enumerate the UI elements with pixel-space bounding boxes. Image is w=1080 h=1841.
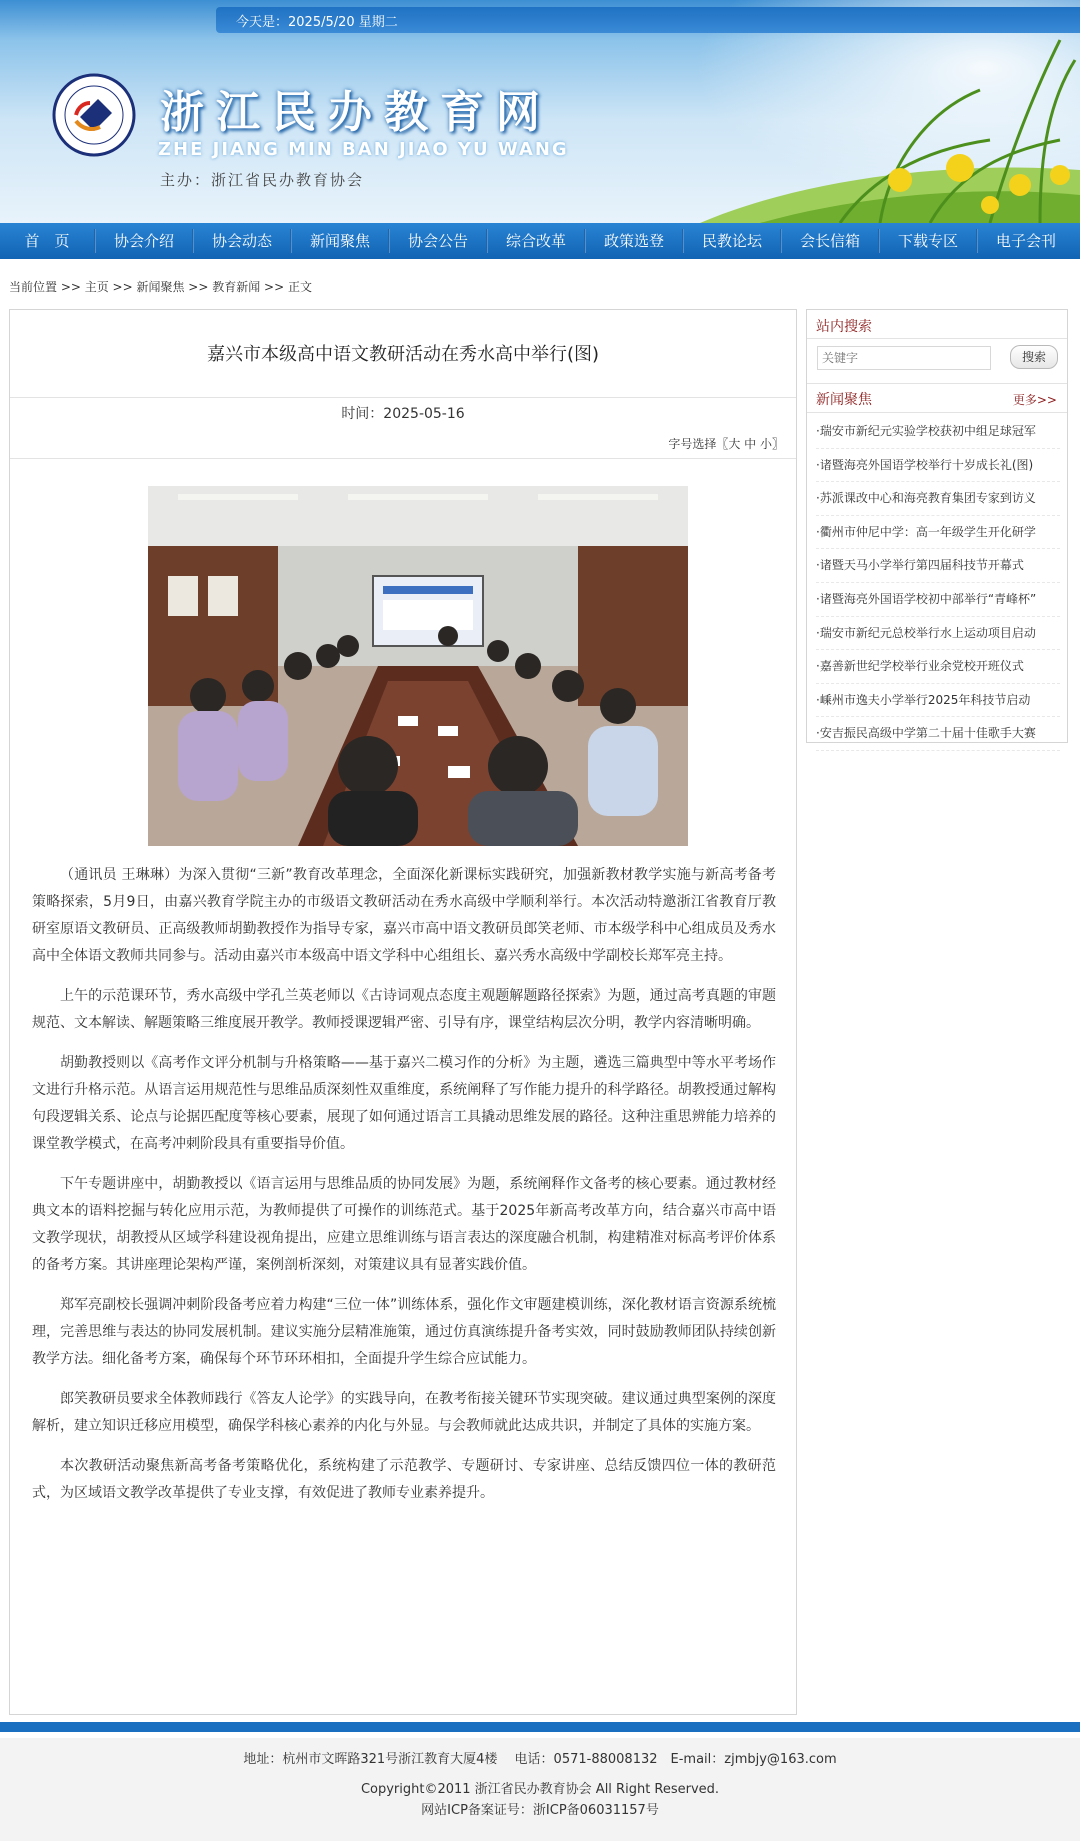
- sidebar: [806, 309, 1068, 743]
- breadcrumb: 当前位置 >> 主页 >> 新闻聚焦 >> 教育新闻 >> 正文: [9, 280, 312, 294]
- article-panel: [9, 309, 797, 1715]
- nav-item[interactable]: 协会公告: [407, 232, 468, 250]
- more-link[interactable]: 更多>>: [1012, 393, 1057, 407]
- news-list-item[interactable]: ·嘉善新世纪学校举行业余党校开班仪式: [816, 650, 1060, 684]
- news-list-item[interactable]: ·安吉振民高级中学第二十届十佳歌手大赛: [816, 717, 1060, 751]
- article-time: 时间：2025-05-16: [341, 406, 465, 422]
- nav-item[interactable]: 协会动态: [211, 232, 272, 250]
- nav-item[interactable]: 综合改革: [505, 232, 566, 250]
- footer-copyright: Copyright©2011 浙江省民办教育协会 All Right Reserved.: [360, 1782, 720, 1797]
- divider: [10, 458, 796, 459]
- news-list-item[interactable]: ·苏派课改中心和海亮教育集团专家到访义: [816, 482, 1060, 516]
- nav-item[interactable]: 协会介绍: [113, 232, 174, 250]
- font-size-selector[interactable]: 字号选择〖大 中 小〗: [668, 437, 784, 451]
- news-list: [816, 415, 1060, 751]
- divider: [807, 338, 1067, 339]
- search-button[interactable]: 搜索: [1010, 345, 1058, 369]
- nav-item[interactable]: 会长信箱: [799, 232, 860, 250]
- article-paragraph: 郎笑教研员要求全体教师践行《答友人论学》的实践导向，在教考衔接关键环节实现突破。建议通过典型案例的深度解析，建立知识迁移应用模型，确保学科核心素养的内化与外显。与会教师就此达成共识，并制定了具体的实施方案。: [32, 1391, 776, 1434]
- search-title: 站内搜索: [816, 319, 872, 335]
- nav-item[interactable]: 新闻聚焦: [309, 232, 370, 250]
- article-paragraph: 胡勤教授则以《高考作文评分机制与升格策略——基于嘉兴二模习作的分析》为主题，遴选三篇典型中等水平考场作文进行升格示范。从语言运用规范性与思维品质深刻性双重维度，系统阐释了写作能力提升的科学路径。胡教授通过解构句段逻辑关系、论点与论据匹配度等核心要素，展现了如何通过语言工具撬动思维发展的路径。这种注重思辨能力培养的课堂教学模式，在高考冲刺阶段具有重要指导价值。: [32, 1055, 776, 1152]
- association-logo-icon: [52, 73, 136, 157]
- main-nav: [0, 223, 1080, 259]
- footer-bar: [0, 1722, 1080, 1732]
- news-list-item[interactable]: ·嵊州市逸夫小学举行2025年科技节启动: [816, 684, 1060, 718]
- news-list-item[interactable]: ·诸暨海亮外国语学校举行十岁成长礼(图): [816, 449, 1060, 483]
- site-title: 浙江民办教育网: [160, 87, 552, 138]
- article-paragraph: 郑军亮副校长强调冲刺阶段备考应着力构建“三位一体”训练体系，强化作文审题建模训练，深化教材语言资源系统梳理，完善思维与表达的协同发展机制。建议实施分层精准施策，通过仿真演练提升备考实效，同时鼓励教师团队持续创新教学方法。细化备考方案，确保每个环节环环相扣，全面提升学生综合应试能力。: [32, 1297, 776, 1367]
- article-photo: [148, 486, 688, 846]
- site-host: 主办：浙江省民办教育协会: [160, 171, 365, 189]
- news-focus-title: 新闻聚焦: [816, 392, 872, 408]
- site-pinyin: ZHE JIANG MIN BAN JIAO YU WANG: [158, 139, 569, 160]
- nav-item[interactable]: 首 页: [24, 232, 70, 250]
- article-paragraph: 本次教研活动聚焦新高考备考策略优化，系统构建了示范教学、专题研讨、专家讲座、总结反馈四位一体的教研范式，为区域语文教学改革提供了专业支撑，有效促进了教师专业素养提升。: [32, 1458, 776, 1501]
- nav-item[interactable]: 政策选登: [603, 232, 664, 250]
- news-list-item[interactable]: ·诸暨天马小学举行第四届科技节开幕式: [816, 549, 1060, 583]
- article-paragraph: （通讯员 王琳琳）为深入贯彻“三新”教育改革理念，全面深化新课标实践研究，加强新教材教学实施与新高考备考策略探索，5月9日，由嘉兴教育学院主办的市级语文教研活动在秀水高级中学顺利举行。本次活动特邀浙江省教育厅教研室原语文教研员、正高级教师胡勤教授作为指导专家，嘉兴市高中语文教研员郎笑老师、市本级学科中心组成员及秀水高中全体语文教师共同参与。活动由嘉兴市本级高中语文学科中心组组长、嘉兴秀水高级中学副校长郑军亮主持。: [32, 867, 776, 964]
- nav-item[interactable]: 民教论坛: [701, 232, 762, 250]
- article-title: 嘉兴市本级高中语文教研活动在秀水高中举行(图): [206, 344, 600, 365]
- article-paragraph: 下午专题讲座中，胡勤教授以《语言运用与思维品质的协同发展》为题，系统阐释作文备考的核心要素。通过教材经典文本的语料挖掘与转化应用示范，为教师提供了可操作的训练范式。基于2025年新高考改革方向，结合嘉兴市高中语文教学现状，胡教授从区域学科建设视角提出，应建立思维训练与语言表达的深度融合机制，构建精准对标高考评价体系的备考方案。其讲座理论架构严谨，案例剖析深刻，对策建议具有显著实践价值。: [32, 1176, 776, 1273]
- news-list-item[interactable]: ·瑞安市新纪元实验学校获初中组足球冠军: [816, 415, 1060, 449]
- site-footer: [0, 1738, 1080, 1841]
- news-list-item[interactable]: ·瑞安市新纪元总校举行水上运动项目启动: [816, 617, 1060, 651]
- footer-icp: 网站ICP备案证号：浙ICP备06031157号: [421, 1803, 659, 1818]
- date-bar: [216, 7, 1080, 33]
- article-paragraph: 上午的示范课环节，秀水高级中学孔兰英老师以《古诗词观点态度主观题解题路径探索》为题，通过高考真题的审题规范、文本解读、解题策略三维度展开教学。教师授课逻辑严密、引导有序，课堂结构层次分明，教学内容清晰明确。: [32, 988, 776, 1031]
- article-body: [32, 862, 776, 1520]
- news-list-item[interactable]: ·衢州市仲尼中学：高一年级学生开化研学: [816, 516, 1060, 550]
- divider: [807, 383, 1067, 384]
- divider: [807, 412, 1067, 413]
- footer-address: 地址：杭州市文晖路321号浙江教育大厦4楼 电话：0571-88008132 E-mail：zjmbjy@163.com: [243, 1752, 837, 1767]
- nav-item[interactable]: 电子会刊: [995, 232, 1056, 250]
- news-list-item[interactable]: ·诸暨海亮外国语学校初中部举行“青峰杯”: [816, 583, 1060, 617]
- nav-item[interactable]: 下载专区: [897, 232, 958, 250]
- site-header: [0, 0, 1080, 223]
- current-date: 今天是：2025/5/20 星期二: [236, 15, 398, 30]
- divider: [10, 397, 796, 398]
- search-input[interactable]: [817, 346, 991, 370]
